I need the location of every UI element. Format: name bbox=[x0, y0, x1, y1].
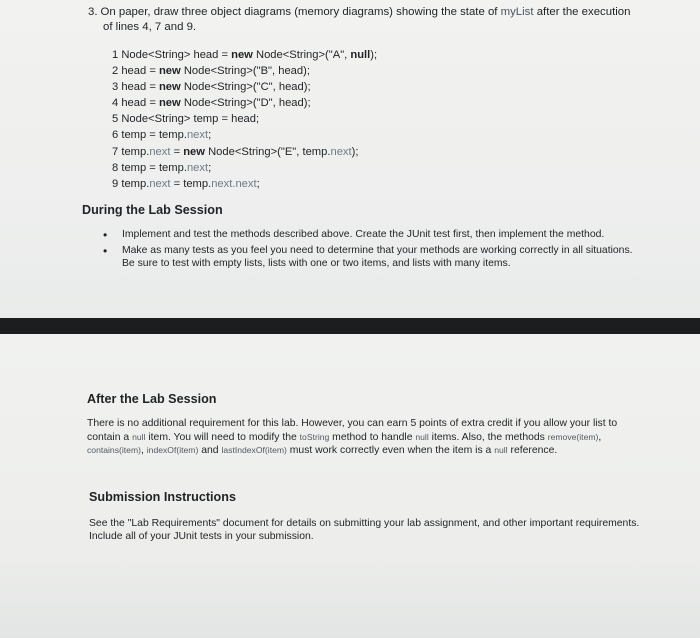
question-text-line2: of lines 4, 7 and 9. bbox=[103, 21, 197, 33]
page-separator-band bbox=[0, 318, 700, 334]
code-line bbox=[112, 63, 377, 79]
code-line bbox=[112, 144, 377, 160]
text-run: , bbox=[140, 445, 147, 457]
code-null: null bbox=[494, 445, 508, 456]
code-lastindexof: lastIndexOf(item) bbox=[221, 445, 287, 456]
bullet-text: Make as many tests as you feel you need to determine that your methods are working correctly in all situations. Be sure to test with empty lists, lists with one or two items, and lists with many items. bbox=[122, 245, 633, 269]
bullet-icon: • bbox=[103, 244, 108, 259]
code-line bbox=[112, 47, 377, 63]
code-token: 9 temp. bbox=[112, 177, 150, 190]
code-token: 2 head = bbox=[112, 65, 159, 78]
code-token: = bbox=[170, 145, 184, 158]
bullet-icon: • bbox=[103, 228, 108, 242]
code-indexof: indexOf(item) bbox=[146, 445, 199, 456]
code-token: ); bbox=[351, 145, 359, 158]
lab-session-bullets bbox=[100, 229, 645, 274]
code-token: Node<String>("A", bbox=[252, 49, 351, 61]
text-run: reference. bbox=[507, 445, 558, 457]
code-token: 1 Node<String> head = bbox=[112, 49, 232, 61]
submission-paragraph: See the "Lab Requirements" document for details on submitting your lab assignment, and other important requirements. Include all of your JUnit tests in your submission. bbox=[89, 518, 640, 542]
code-tostring: toString bbox=[299, 431, 330, 442]
code-token: 4 head = bbox=[112, 97, 159, 110]
code-token: new bbox=[158, 81, 181, 94]
code-token: next bbox=[186, 161, 209, 174]
code-token: next.next bbox=[211, 177, 257, 190]
text-run: and bbox=[198, 445, 222, 457]
code-token: ; bbox=[208, 161, 212, 174]
var-mylist: myList bbox=[500, 6, 534, 18]
document-page-bottom bbox=[0, 334, 700, 638]
lab-session-heading: During the Lab Session bbox=[82, 203, 223, 217]
code-token: next bbox=[186, 129, 209, 142]
text-run: There is no additional requirement for this lab. However, you can earn 5 points of extra credit if you allow your list to contain a bbox=[87, 418, 618, 443]
text-run: items. Also, the methods bbox=[428, 431, 548, 443]
code-token: Node<String>("C", head); bbox=[180, 81, 311, 94]
code-line bbox=[112, 160, 377, 176]
code-token: null bbox=[350, 49, 371, 61]
text-run: method to handle bbox=[329, 431, 416, 443]
after-session-paragraph bbox=[87, 418, 647, 458]
code-null: null bbox=[132, 431, 146, 442]
question-number: 3. bbox=[88, 6, 98, 18]
text-run: , bbox=[598, 431, 602, 443]
code-line bbox=[112, 79, 377, 95]
code-token: Node<String>("B", head); bbox=[180, 65, 310, 78]
question-text-start: On paper, draw three object diagrams (memory diagrams) showing the state of bbox=[100, 6, 501, 18]
list-item bbox=[100, 245, 645, 270]
code-token: new bbox=[158, 65, 181, 78]
code-remove: remove(item) bbox=[547, 431, 599, 442]
text-run: must work correctly even when the item is a bbox=[286, 445, 495, 457]
code-line bbox=[112, 127, 377, 143]
code-line bbox=[112, 176, 377, 192]
code-token: = temp. bbox=[170, 177, 212, 190]
code-line bbox=[112, 111, 377, 127]
code-token: Node<String>("E", temp. bbox=[204, 145, 331, 158]
code-token: ; bbox=[208, 129, 212, 142]
code-token: Node<String>("D", head); bbox=[180, 97, 311, 110]
submission-heading: Submission Instructions bbox=[89, 490, 236, 504]
code-line bbox=[112, 95, 377, 111]
code-token: ); bbox=[370, 49, 378, 61]
code-token: 8 temp = temp. bbox=[112, 161, 187, 174]
code-token: ; bbox=[256, 177, 260, 190]
code-token: 7 temp. bbox=[112, 145, 150, 158]
code-null: null bbox=[415, 431, 429, 442]
code-token: 3 head = bbox=[112, 81, 159, 94]
code-token: new bbox=[231, 49, 253, 61]
code-token: next bbox=[149, 145, 171, 158]
question-3 bbox=[88, 5, 668, 35]
text-run: item. You will need to modify the bbox=[145, 431, 300, 443]
bullet-text: Implement and test the methods described above. Create the JUnit test first, then implement the method. bbox=[122, 229, 605, 240]
code-contains: contains(item) bbox=[87, 445, 141, 456]
after-session-heading: After the Lab Session bbox=[87, 392, 217, 406]
code-listing bbox=[112, 47, 377, 192]
code-token: next bbox=[330, 145, 352, 158]
code-token: 5 Node<String> temp = head; bbox=[112, 113, 260, 126]
list-item bbox=[100, 229, 645, 241]
question-text-end: after the execution bbox=[533, 6, 631, 18]
code-token: next bbox=[149, 177, 171, 190]
code-token: new bbox=[158, 97, 181, 110]
code-token: new bbox=[183, 145, 205, 158]
code-token: 6 temp = temp. bbox=[112, 129, 187, 142]
